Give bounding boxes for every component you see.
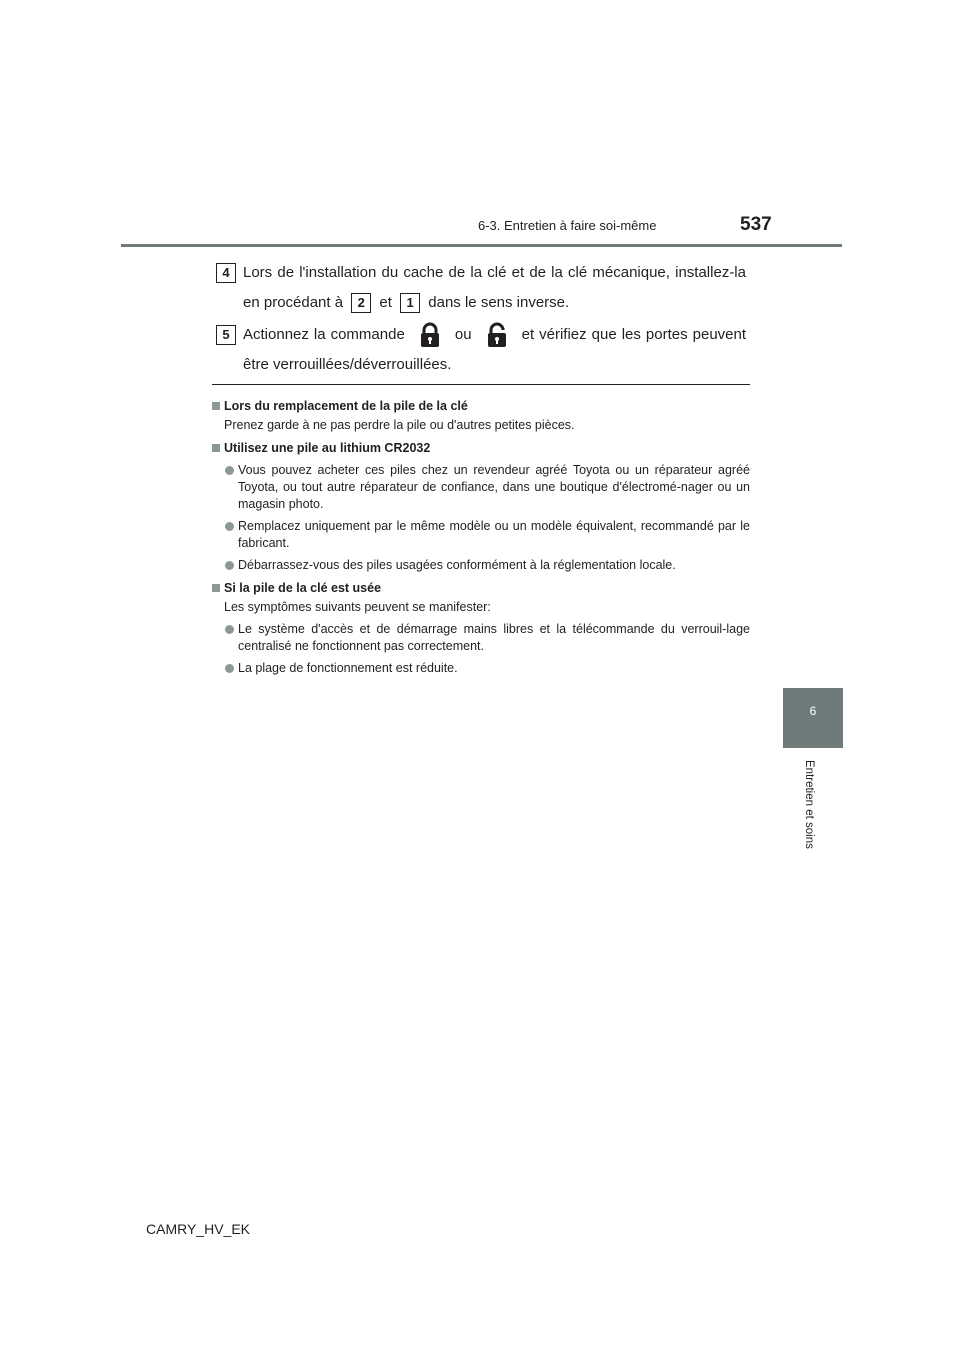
note-title: Lors du remplacement de la pile de la clé [212, 398, 750, 415]
step-5 [216, 320, 747, 373]
list-item: Débarrassez-vous des piles usagées conformément à la réglementation locale. [212, 557, 750, 574]
footer-model-code: CAMRY_HV_EK [146, 1221, 251, 1237]
step-ref: 1 [400, 293, 420, 313]
step-4 [216, 258, 746, 311]
step-text: Lors de l'installation du cache de la clé et de la clé mécanique, installez-la en procédant à 2 et 1 dans le sens inverse. [243, 258, 746, 318]
chapter-tab [783, 688, 843, 748]
list-item: Remplacez uniquement par le même modèle ou un modèle équivalent, recommandé par le fabricant. [212, 518, 750, 552]
header-rule [121, 244, 842, 247]
list-item: Vous pouvez acheter ces piles chez un revendeur agréé Toyota ou un réparateur agréé Toyota, ou tout autre réparateur de confiance, dans une boutique d'électromé-nager ou un magasin photo. [212, 462, 750, 513]
note-title: Si la pile de la clé est usée [212, 580, 750, 597]
notes-section [212, 394, 750, 677]
chapter-label: Entretien et soins [803, 760, 815, 849]
section-divider [212, 384, 750, 385]
chapter-number: 6 [809, 704, 817, 718]
list-item: La plage de fonctionnement est réduite. [212, 660, 750, 677]
step-number: 5 [216, 325, 236, 345]
lock-icon [416, 322, 444, 348]
section-title: 6-3. Entretien à faire soi-même [478, 218, 657, 233]
note-body: Les symptômes suivants peuvent se manifester: [224, 600, 491, 614]
step-ref: 2 [351, 293, 371, 313]
note-title: Utilisez une pile au lithium CR2032 [212, 440, 750, 457]
page-number: 537 [740, 214, 772, 235]
step-number: 4 [216, 263, 236, 283]
unlock-icon [483, 322, 511, 348]
step-text: Actionnez la commande ou et vérifiez que les portes peuvent être verrouillées/déverrouillées. [243, 320, 746, 380]
note-body: Prenez garde à ne pas perdre la pile ou d'autres petites pièces. [224, 418, 575, 432]
list-item: Le système d'accès et de démarrage mains libres et la télécommande du verrouil-lage centralisé ne fonctionnent pas correctement. [212, 621, 750, 655]
